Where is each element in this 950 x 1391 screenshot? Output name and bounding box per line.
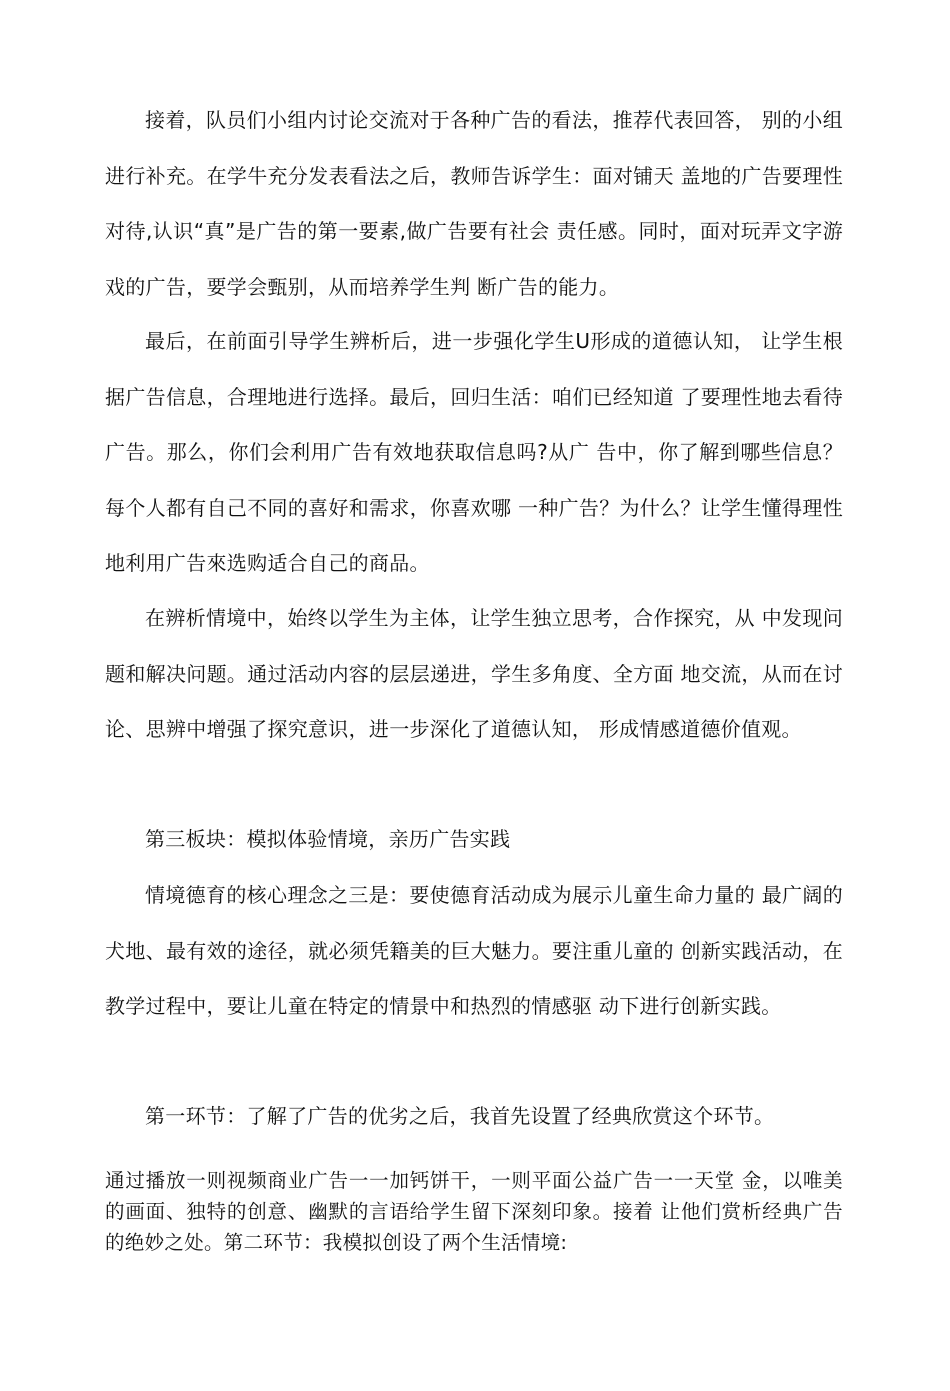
paragraph-choice: 最后，在前面引导学生辨析后，进一步强化学生U形成的道德认知， 让学生根据广告信息，合理地进行选择。最后，回归生活：咱们已经知道 了要理性地去看待广告。那么，你们会利用广告有效地获取信息吗?从广 告中，你了解到哪些信息？每个人都有自己不同的喜好和需求，你喜欢哪 一种广告？为什么？让学生懂得理性地利用广告來选购适合自己的商品。 bbox=[105, 329, 843, 575]
paragraph-discussion: 接着，队员们小组内讨论交流对于各种广告的看法，推荐代表回答， 别的小组进行补充。在学牛充分发表看法之后，教师告诉学生：面对铺天 盖地的广告要理性对待,认识“真”是广告的第一要素,做广告要有社会 责任感。同时，面对玩弄文字游戏的广告，要学会甄别，从而培养学生判 断广告的能力。 bbox=[105, 108, 843, 299]
paragraph-analysis: 在辨析情境中，始终以学生为主体，让学生独立思考，合作探究，从 中发现问题和解决问题。通过活动内容的层层递进，学生多角度、全方面 地交流，从而在讨论、思辨中增强了探究意识，进一步深化了道德认知， 形成情感道德价值观。 bbox=[105, 606, 843, 741]
paragraph-core-concept: 情境德育的核心理念之三是：要使德育活动成为展示儿童生命力量的 最广阔的犬地、最有效的途径，就必须凭籍美的巨大魅力。要注重儿童的 创新实践活动，在教学过程中，要让儿童在特定的情景中和热烈的情感驱 动下进行创新实践。 bbox=[105, 883, 843, 1018]
section-heading: 第三板块：模拟体验情境，亲历广告实践 bbox=[145, 827, 511, 851]
paragraph-first-step: 第一环节：了解了广告的优劣之后，我首先设置了经典欣赏这个环节。 bbox=[145, 1104, 775, 1128]
paragraph-second-step: 通过播放一则视频商业广告一一加钙饼干，一则平面公益广告一一天堂 金，以唯美的画面、独特的创意、幽默的言语给学生留下深刻印象。接着 让他们赏析经典广告的绝妙之处。第二环节：我模拟创设了两个生活情境: bbox=[105, 1169, 843, 1254]
